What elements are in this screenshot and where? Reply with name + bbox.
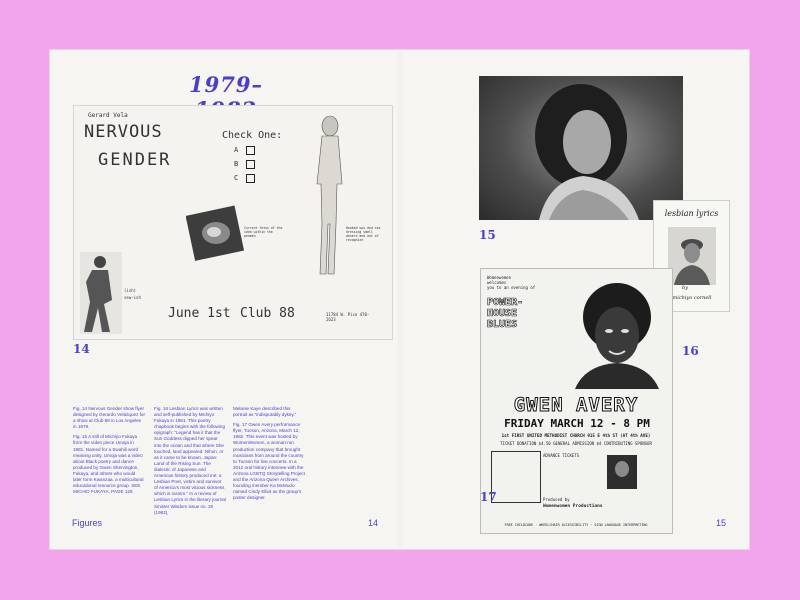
poster-artist-portrait [565, 277, 665, 389]
flyer-date: June 1st [168, 306, 231, 321]
caption-fig-16: Fig. 16 Lesbian Lyrics was written and self-published by Michiyo Fukaya in 1981. This poetry chapbook begins with the following epigraph: “Legend has it that the Sun Goddess dipped her spear into the ocean and that where She touched, land appeared: Nihon, or as it came to be known, Japan: Land of the Rising Sun. The dialectic of Japanese and American history produced me: a Lesbian Poet, victim and survivor of America’s most vicious sickness which is racism.” In a review of Lesbian Lyrics in the literary journal Sinister Wisdom issue no. 20 (1982), [154, 406, 226, 515]
left-page-number: 14 [368, 518, 379, 528]
flyer-option-b: B [234, 160, 239, 168]
poster-banner-line2: HOUSE [487, 308, 518, 319]
figure-17-number: 17 [480, 490, 497, 504]
poster-sponsor-name: Womenwomen Productions [543, 504, 603, 509]
poster-intro-line3: you to an evening of [487, 285, 536, 290]
flyer-center-note: Current fetus of the idea within the penmen [244, 226, 283, 238]
caption-column-1 [73, 406, 145, 499]
flyer-left-note1: (ish) [124, 288, 137, 293]
right-page [400, 50, 749, 549]
flyer-left-figure [80, 252, 122, 334]
zine-cover-photo [668, 227, 716, 285]
caption-column-2 [154, 406, 226, 520]
flyer-band-line2: GENDER [98, 150, 172, 170]
flyer-address: 11784 W. Pico 470-2623 [326, 312, 370, 322]
poster-artist-name: GWEN AVERY [513, 394, 639, 416]
caption-fig-15: Fig. 15 A still of Michiyo Fukaya from the video piece Umoja in 1981. Named for a Swahili word meaning unity, Umoja was a video about Black poetry and dance produced by Gwen Shervington, Fukaya, and others who would later form Kwanzaa, a multicultural educational resource group. SEE MICHIO FUKAYA, PAGE 129. [73, 434, 144, 495]
poster-small-photo [607, 455, 637, 489]
zine-title: lesbian lyrics [664, 209, 719, 218]
flyer-option-c: C [234, 174, 239, 182]
poster-sponsor-label: Produced by [543, 497, 570, 502]
flyer-check-label: Check One: [222, 130, 283, 141]
portrait-photo-image [479, 76, 683, 220]
figure-15-number: 15 [479, 228, 496, 242]
caption-fig-16-cont: Melanie Kaye described this portrait as “indisputably dykey.” [233, 406, 297, 418]
caption-fig-17: Fig. 17 Gwen Avery performance flyer, Tucson, Arizona, March 12, 1982. This event was hosted by WomenWomen, a woman-run production company that brought musicians from around the country to Tucson for live concerts. In a 2012 oral history interview with the Arizona LGBTQ Storytelling Project and the Arizona Queer Archives, founding member Ka McMudo named Cindy Elliot as the group’s poster designer. [233, 422, 305, 501]
poster-info-box [491, 451, 541, 503]
figure-15-photo [479, 76, 683, 220]
flyer-option-a: A [234, 146, 239, 154]
flyer-checkbox-c [246, 174, 255, 183]
caption-fig-14: Fig. 14 Nervous Gender show flyer designed by Gerardo Velázquez for a show at Club 88 in Los Angeles in 1979. [73, 406, 146, 430]
figure-14-flyer [73, 105, 393, 340]
flyer-left-note2: sew-ish [124, 295, 141, 300]
flyer-venue: Club 88 [240, 306, 295, 321]
figure-14-number: 14 [73, 342, 90, 356]
flyer-collage-image [186, 204, 246, 262]
zine-author: michiyo cornell [672, 295, 712, 301]
poster-banner-line3: BLUES [487, 319, 518, 330]
flyer-right-note: Hooked ups and sex dressing smell doners and out of recognize [346, 226, 381, 242]
poster-ticket-line: TICKET DONATION $4.50 GENERAL ADMISSION $4 CONTRIBUTING SPONSOR [500, 441, 652, 446]
flyer-figure-illustration [310, 114, 350, 279]
left-page [50, 50, 400, 549]
figure-16-number: 16 [682, 344, 699, 358]
poster-intro-line2: welcomes [487, 280, 507, 285]
book-spread [50, 50, 749, 549]
flyer-checkbox-a [246, 146, 255, 155]
flyer-designer-credit: Gerard Vela [88, 112, 128, 119]
caption-column-3 [233, 406, 305, 505]
poster-bottom-line: FREE CHILDCARE · WHEELCHAIR ACCESSIBILITY · SIGN LANGUAGE INTERPRETING [504, 523, 648, 527]
poster-venue-line: 1st FIRST UNITED METHODIST CHURCH 915 E 4th ST (AT 4th AVE) [501, 433, 651, 438]
flyer-band-line1: NERVOUS [84, 122, 163, 142]
poster-advance-label: ADVANCE TICKETS [543, 453, 580, 458]
flyer-checkbox-b [246, 160, 255, 169]
poster-intro-line1: Womenwomen [487, 275, 512, 280]
zine-byline: by [682, 285, 689, 291]
poster-date-line: FRIDAY MARCH 12 - 8 PM [504, 417, 650, 430]
right-page-number: 15 [716, 518, 727, 528]
footer-section-label: Figures [72, 518, 103, 528]
page-title: 1979– [189, 72, 263, 97]
figure-17-poster [480, 268, 673, 534]
poster-banner-line1: POWER- [487, 297, 524, 308]
